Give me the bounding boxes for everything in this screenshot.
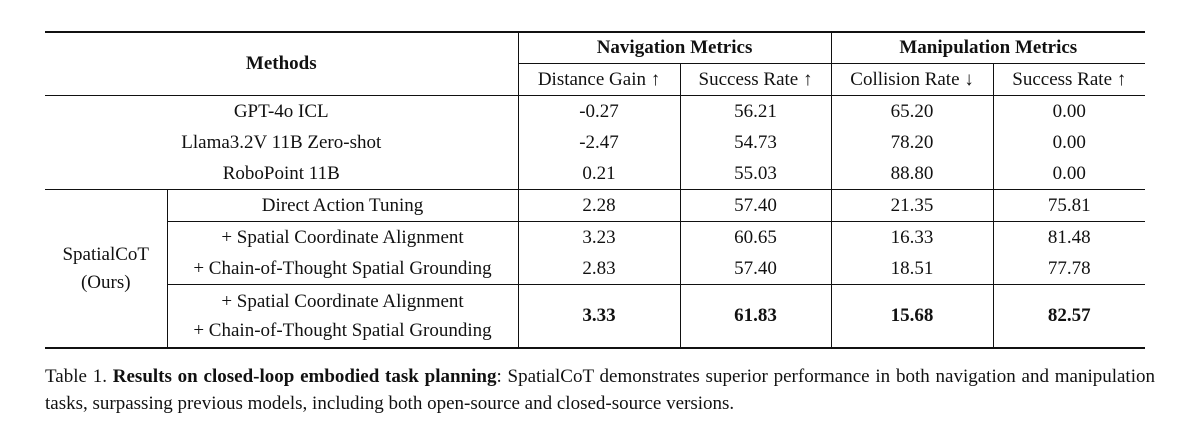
method-name: + Chain-of-Thought Spatial Grounding <box>167 253 518 285</box>
cell-value-best: 61.83 <box>680 285 831 349</box>
cell-value: 56.21 <box>680 96 831 128</box>
cell-value: 18.51 <box>831 253 993 285</box>
table-row <box>45 253 1145 285</box>
header-methods: Methods <box>45 32 518 96</box>
header-manipulation-metrics: Manipulation Metrics <box>831 32 1145 64</box>
method-name <box>167 285 518 349</box>
cell-value: 21.35 <box>831 190 993 222</box>
method-name: Llama3.2V 11B Zero-shot <box>45 127 518 158</box>
cell-value: 54.73 <box>680 127 831 158</box>
method-name-line: + Spatial Coordinate Alignment <box>221 290 464 312</box>
cell-value: 16.33 <box>831 222 993 254</box>
cell-value: 81.48 <box>1047 226 1091 248</box>
header-collision-rate: Collision Rate ↓ <box>831 64 993 96</box>
table-row <box>45 127 1145 158</box>
cell-value: 2.83 <box>518 253 680 285</box>
method-name-line: + Chain-of-Thought Spatial Grounding <box>193 319 492 341</box>
method-name: + Spatial Coordinate Alignment <box>167 222 518 254</box>
cell-value: 60.65 <box>680 222 831 254</box>
caption-text: : SpatialCoT demonstrates superior performance in both navigation and manipulation tasks, surpassing previous models, including both open-source and closed-source versions. <box>45 366 1155 414</box>
cell-value: 0.00 <box>1052 100 1086 122</box>
method-name: RoboPoint 11B <box>45 158 518 190</box>
results-table-container <box>45 31 1145 349</box>
cell-value: 0.21 <box>518 158 680 190</box>
method-name: Direct Action Tuning <box>167 190 518 222</box>
ours-group-tag: (Ours) <box>80 271 131 293</box>
cell-value: 78.20 <box>831 127 993 158</box>
cell-value: 57.40 <box>680 253 831 285</box>
cell-value-best: 82.57 <box>993 285 1145 349</box>
cell-value-best: 15.68 <box>831 285 993 349</box>
header-navigation-metrics: Navigation Metrics <box>518 32 831 64</box>
cell-value: 55.03 <box>680 158 831 190</box>
cell-value: 2.28 <box>518 190 680 222</box>
cell-value: 0.00 <box>993 158 1145 190</box>
cell-value: 0.00 <box>1052 131 1086 153</box>
method-name: GPT-4o ICL <box>45 96 518 128</box>
cell-value: -2.47 <box>518 127 680 158</box>
ours-group-label <box>45 190 167 349</box>
table-caption <box>45 363 1155 417</box>
table-row <box>45 96 1145 128</box>
table-row <box>45 190 1145 222</box>
ours-group-name: SpatialCoT <box>62 243 150 265</box>
cell-value: 75.81 <box>993 190 1145 222</box>
header-nav-success-rate: Success Rate ↑ <box>680 64 831 96</box>
cell-value: 77.78 <box>993 253 1145 285</box>
table-row <box>45 285 1145 349</box>
header-distance-gain: Distance Gain ↑ <box>518 64 680 96</box>
cell-value-best: 3.33 <box>518 285 680 349</box>
table-row <box>45 222 1145 254</box>
cell-value: 88.80 <box>831 158 993 190</box>
cell-value: 3.23 <box>518 222 680 254</box>
cell-value: 57.40 <box>680 190 831 222</box>
caption-prefix: Table 1. <box>45 366 113 387</box>
header-manip-success-rate: Success Rate ↑ <box>993 64 1145 96</box>
cell-value: 65.20 <box>831 96 993 128</box>
table-row <box>45 158 1145 190</box>
caption-bold: Results on closed-loop embodied task planning <box>112 366 497 387</box>
cell-value: -0.27 <box>518 96 680 128</box>
results-table <box>45 31 1145 349</box>
